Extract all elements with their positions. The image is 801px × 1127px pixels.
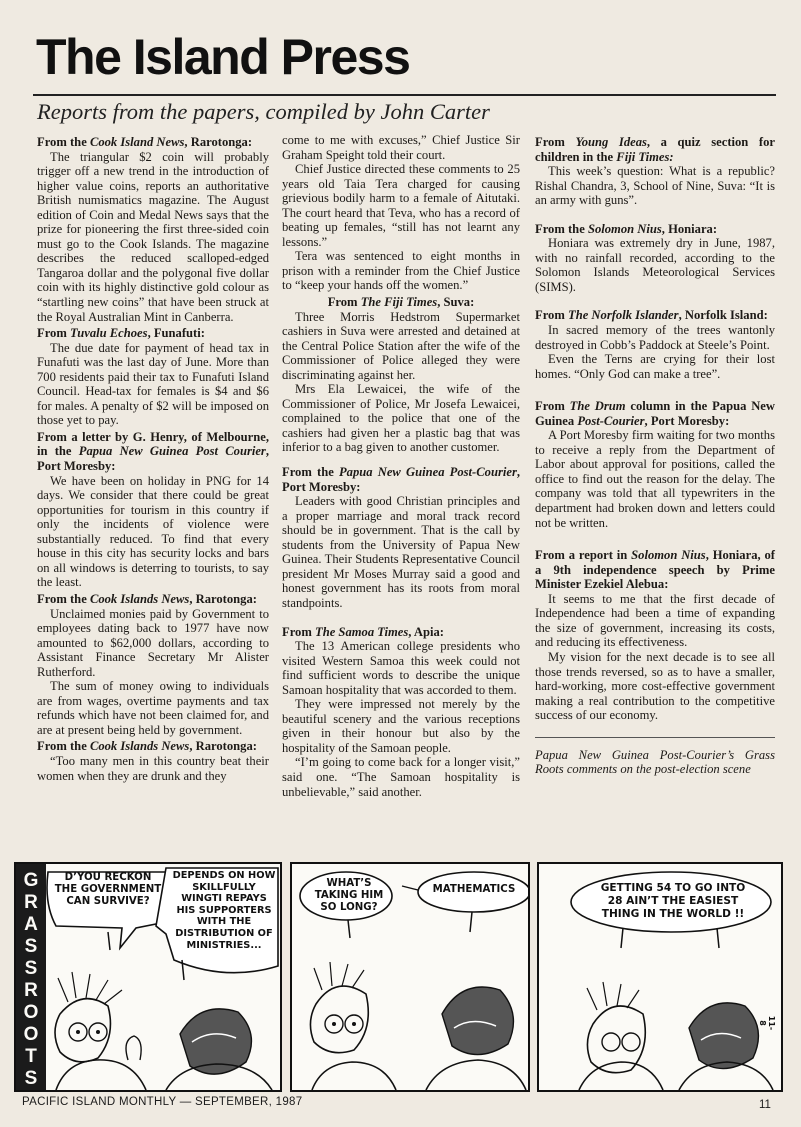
article-paragraph: “I’m going to come back for a longer visit,” said one. “The Samoan hospitality is unbelievable,” said another. bbox=[282, 755, 520, 799]
article-source-heading bbox=[535, 399, 775, 428]
heading-part: From the bbox=[37, 591, 90, 606]
heading-part: Tuvalu Echoes bbox=[70, 326, 148, 341]
heading-part: From the bbox=[535, 221, 588, 236]
column-2 bbox=[282, 133, 520, 799]
strip-title-letter: O bbox=[23, 1024, 39, 1045]
comic-panel-2 bbox=[290, 862, 530, 1092]
article-source-heading bbox=[37, 326, 269, 341]
heading-part: column in the Papua New Guinea bbox=[535, 399, 775, 428]
article-source-heading bbox=[37, 592, 269, 607]
heading-part: , Port Moresby: bbox=[644, 413, 730, 428]
article-paragraph: It seems to me that the first decade of Independence had been a time of expanding the size of government, increasing its costs, and reducing its effectiveness. bbox=[535, 591, 775, 650]
article-paragraph: Unclaimed monies paid by Government to employees dating back to 1977 have now amounted to $62,000 dollars, according to Assistant Finance Secretary Mr Alister Rutherford. bbox=[37, 606, 269, 679]
article-paragraph: The due date for payment of head tax in Funafuti was the last day of June. More than 700 residents paid their tax to Funafuti Island Council. Head-tax for females is $4 and $6 for males. A penalty of $2 will be imposed on those yet to pay. bbox=[37, 340, 269, 428]
heading-part: From bbox=[535, 308, 568, 323]
article-paragraph: The triangular $2 coin will probably trigger off a new trend in the introduction of higher value coins, reports an authoritative British numismatics magazine. The August edition of Coin and Medal News says that the prize for pioneering the first three-sided coin must go to the Cook Islands. The magazine describes the reduced scalloped-edged Tangaroa dollar and the polygonal five dollar coin with its highly distinctive gold colour as “startling new coins” that have been struck at the Royal Australian Mint in Canberra. bbox=[37, 149, 269, 324]
heading-part: , Rarotonga: bbox=[189, 591, 257, 606]
strip-title-letter: G bbox=[23, 870, 39, 891]
heading-part: The Drum bbox=[569, 399, 626, 414]
article-source-heading bbox=[535, 308, 775, 323]
heading-part: From bbox=[37, 326, 70, 341]
strip-title-letter: A bbox=[24, 914, 38, 935]
heading-part: , Port Moresby: bbox=[282, 465, 520, 494]
heading-part: Papua New Guinea Post Courier bbox=[78, 444, 266, 459]
article-paragraph: “Too many men in this country beat their women when they are drunk and they bbox=[37, 753, 269, 783]
column-3 bbox=[535, 133, 775, 777]
article-paragraph: Mrs Ela Lewaicei, the wife of the Commissioner of Police, Mr Josefa Lewaicei, complained to the police that one of the cashiers had given her a plastic bag that was inferior to a bag given to another customer. bbox=[282, 382, 520, 455]
heading-part: , Rarotonga: bbox=[189, 739, 257, 754]
article-paragraph: A Port Moresby firm waiting for two months to receive a reply from the Department of Labor about approval for positions, called the office to find out the reason for the delay. The company was told that all typewriters in the department had broken down and letters could not be written. bbox=[535, 428, 775, 530]
heading-part: Post-Courier bbox=[577, 413, 645, 428]
heading-part: Cook Islands News bbox=[89, 739, 190, 754]
footer-publication-line: PACIFIC ISLAND MONTHLY — SEPTEMBER, 1987 bbox=[22, 1096, 303, 1108]
heading-part: , Funafuti: bbox=[147, 326, 205, 341]
heading-part: From bbox=[535, 135, 576, 149]
article-source-heading bbox=[282, 295, 520, 310]
strip-title-letter: O bbox=[23, 1002, 39, 1023]
heading-part: Cook Island News bbox=[89, 135, 185, 149]
article-paragraph: In sacred memory of the trees wantonly destroyed in Cobb’s Paddock at Steele’s Point. bbox=[535, 323, 775, 352]
masthead-rule bbox=[33, 94, 776, 96]
comic-panel-3 bbox=[537, 862, 783, 1092]
strip-title-letter: S bbox=[24, 1068, 38, 1089]
heading-part: , Rarotonga: bbox=[184, 135, 253, 149]
comic-caption: Papua New Guinea Post-Courier’s Grass Roots comments on the post-election scene bbox=[535, 747, 775, 777]
heading-part: The Norfolk Islander bbox=[568, 308, 679, 323]
column-1 bbox=[37, 133, 269, 783]
heading-part: Cook Islands News bbox=[89, 591, 190, 606]
panel-1-bubble-right: DEPENDS ON HOW SKILLFULLY WINGTI REPAYS HIS SUPPORTERS WITH THE DISTRIBUTION OF MINISTRIES... bbox=[172, 870, 276, 951]
heading-part: From the bbox=[37, 739, 90, 754]
heading-part: From the bbox=[282, 465, 339, 480]
page-number: 11 bbox=[759, 1099, 771, 1111]
masthead: The Island Press bbox=[36, 29, 410, 85]
comic-panel-1 bbox=[14, 862, 282, 1092]
heading-part: , a quiz section for children in the bbox=[535, 135, 775, 164]
heading-part: From bbox=[282, 624, 315, 639]
article-paragraph: Honiara was extremely dry in June, 1987, with no rainfall recorded, according to the Solomon Islands Meteorological Services (SIMS). bbox=[535, 236, 775, 294]
article-paragraph: Leaders with good Christian principles and a proper marriage and moral track record should be in government. That is the call by students from the University of Papua New Guinea. Their Students Representative Council president Mr Moses Murray said a good and honest government has its roots from moral standpoints. bbox=[282, 494, 520, 610]
strip-title-letter: S bbox=[24, 936, 38, 957]
article-source-heading bbox=[282, 625, 520, 640]
article-source-heading bbox=[535, 548, 775, 592]
panel-2-bubble-right: MATHEMATICS bbox=[432, 884, 516, 895]
article-paragraph: The 13 American college presidents who visited Western Samoa this week could not find sufficient words to describe the unique Samoan hospitality that was accorded to them. bbox=[282, 639, 520, 697]
heading-part: , Apia: bbox=[408, 624, 444, 639]
heading-part: , Suva: bbox=[437, 295, 475, 310]
strip-title-letter: S bbox=[24, 958, 38, 979]
article-paragraph: This week’s question: What is a republic? Rishal Chandra, 3, School of Nine, Suva: “It is an army with guns”. bbox=[535, 164, 775, 208]
heading-part: Fiji Times: bbox=[616, 149, 674, 164]
heading-part: From bbox=[535, 399, 570, 414]
column-separator bbox=[535, 737, 775, 738]
heading-part: From bbox=[327, 295, 361, 310]
article-paragraph: They were impressed not merely by the beautiful scenery and the various receptions given in their honour but also by the hospitality of the Samoan people. bbox=[282, 697, 520, 755]
article-paragraph: Even the Terns are crying for their lost homes. “Only God can make a tree”. bbox=[535, 352, 775, 381]
heading-part: Young Ideas bbox=[575, 135, 647, 149]
article-source-heading bbox=[37, 135, 269, 150]
strip-title-letter: T bbox=[25, 1046, 37, 1067]
article-paragraph: The sum of money owing to individuals are from wages, overtime payments and tax refunds which have not been claimed for, and are at present being held by government. bbox=[37, 679, 269, 737]
heading-part: , Honiara, of a 9th independence speech by Prime Minister Ezekiel Alebua: bbox=[535, 548, 775, 592]
heading-part: , Port Moresby: bbox=[37, 444, 269, 474]
heading-part: , Norfolk Island: bbox=[678, 308, 768, 323]
article-paragraph: come to me with excuses,” Chief Justice Sir Graham Speight told their court. bbox=[282, 133, 520, 162]
strip-title-letter: R bbox=[24, 892, 38, 913]
heading-part: The Fiji Times bbox=[360, 295, 438, 310]
article-paragraph: We have been on holiday in PNG for 14 days. We consider that there could be great opportunities for tourism in this country if only the incidents of violence were substantially reduced. To find that every house in this city has security locks and bars on all windows is deterring to tourists, to say the least. bbox=[37, 473, 269, 590]
heading-part: , Honiara: bbox=[661, 221, 718, 236]
heading-part: The Samoa Times bbox=[315, 624, 409, 639]
panel-1-bubble-left: D’YOU RECKON THE GOVERNMENT CAN SURVIVE? bbox=[54, 872, 162, 907]
article-source-heading bbox=[37, 739, 269, 754]
panel-3-bubble: GETTING 54 TO GO INTO 28 AIN’T THE EASIEST THING IN THE WORLD !! bbox=[600, 882, 746, 920]
article-source-heading bbox=[535, 135, 775, 164]
article-source-heading bbox=[37, 430, 269, 474]
heading-part: From a letter by G. Henry, of Melbourne, in the bbox=[37, 429, 269, 459]
article-paragraph: My vision for the next decade is to see all those trends reversed, so as to have a smaller, hard-working, more cost-effective government making a real contribution to the competitive success of our economy. bbox=[535, 649, 775, 723]
article-source-heading bbox=[282, 465, 520, 494]
article-paragraph: Tera was sentenced to eight months in prison with a reminder from the Chief Justice to “keep your hands off the women.” bbox=[282, 249, 520, 293]
strip-title-letter: R bbox=[24, 980, 38, 1001]
subtitle: Reports from the papers, compiled by John Carter bbox=[37, 99, 490, 124]
article-paragraph: Three Morris Hedstrom Supermarket cashiers in Suva were arrested and detained at the Central Police Station after the wife of the Commissioner of Police alleged they were discriminating against her. bbox=[282, 309, 520, 382]
heading-part: From a report in bbox=[535, 548, 632, 563]
panel-3-date: 11-8 bbox=[758, 1015, 776, 1031]
heading-part: Solomon Nius bbox=[631, 548, 706, 563]
heading-part: Papua New Guinea Post-Courier bbox=[338, 465, 517, 480]
panel-2-bubble-left: WHAT’S TAKING HIM SO LONG? bbox=[314, 878, 384, 913]
article-paragraph: Chief Justice directed these comments to 25 years old Taia Tera charged for causing grievious bodily harm to a female of Aitutaki. The court heard that Teva, who has a record of beating up females, “still has not learnt any lessons.” bbox=[282, 162, 520, 249]
article-source-heading bbox=[535, 222, 775, 237]
heading-part: From the bbox=[37, 135, 90, 149]
heading-part: Solomon Nius bbox=[587, 221, 662, 236]
